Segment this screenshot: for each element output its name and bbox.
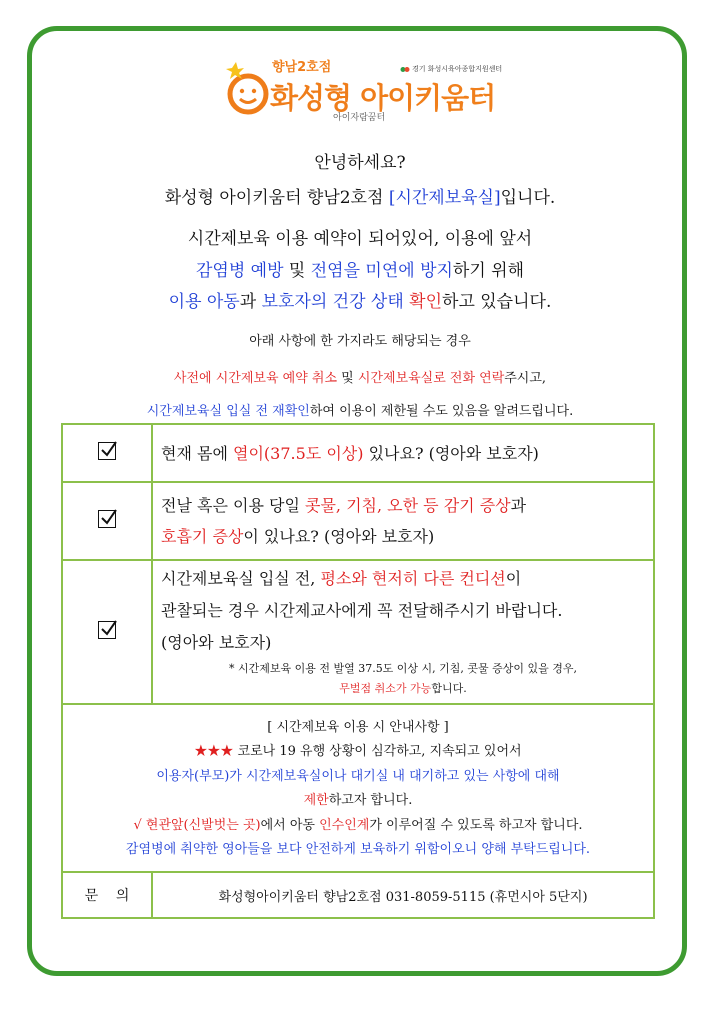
guide-line-3: 제한하고자 합니다. [303,793,413,808]
check-mark-icon: √ [133,817,142,833]
logo-title: 화성형 아이키움터 [270,81,496,115]
checkbox-cell [62,424,152,482]
intro-line-4: 감염병 예방 및 전염을 미연에 방지하기 위해 [195,261,525,281]
checkbox-cell [62,482,152,560]
checklist-row-cold [62,482,654,560]
intro-line-2: 화성형 아이키움터 향남2호점 [시간제보육실]입니다. [164,188,556,208]
checklist-question-fever: 현재 몸에 열이(37.5도 이상) 있나요? (영아와 보호자) [152,424,654,482]
checklist-row-condition [62,560,654,704]
notice-line-3: 시간제보육실 입실 전 재확인하여 이용이 제한될 수도 있음을 알려드립니다. [146,404,574,419]
inquiry-row [62,872,654,918]
org-mark-icon [400,66,410,73]
guide-box [62,704,654,872]
stars-icon: ★★★ [194,744,234,759]
guide-line-5: 감염병에 취약한 영아들을 보다 안전하게 보육하기 위함이오니 양해 부탁드립니다. [125,842,591,857]
guide-row [62,704,654,872]
guide-line-4: √ 현관앞(신발벗는 곳)에서 아동 인수인계가 이루어질 수 있도록 하고자 합니다. [133,817,583,833]
logo-tagline: 아이자람꿈터 [333,113,386,123]
greeting: 안녕하세요? [314,153,406,173]
notice-line-2: 사전에 시간제보육 예약 취소 및 시간제보육실로 전화 연락주시고, [173,371,547,386]
condition-note-2: 무벌점 취소가 가능합니다. [339,682,467,695]
org-logo: 경기 화성시육아종합지원센터 [400,64,502,74]
checklist-question-cold: 전날 혹은 이용 당일 콧물, 기침, 오한 등 감기 증상과 호흡기 증상이 있나요? (영아와 보호자) [152,482,654,560]
inquiry-contact: 화성형아이키움터 향남2호점 031-8059-5115 (휴먼시아 5단지) [152,872,654,918]
intro-line-5: 이용 아동과 보호자의 건강 상태 확인하고 있습니다. [168,292,552,312]
notice-line-1: 아래 사항에 한 가지라도 해당되는 경우 [249,334,471,349]
checkbox-checked-icon[interactable] [98,510,116,528]
checkbox-checked-icon[interactable] [98,442,116,460]
health-checklist-table [61,423,655,919]
checkbox-cell [62,560,152,704]
guide-title: [ 시간제보육 이용 시 안내사항 ] [267,719,449,735]
logo-face-icon [224,60,274,120]
guide-line-2: 이용자(부모)가 시간제보육실이나 대기실 내 대기하고 있는 사항에 대해 [156,768,560,784]
inquiry-label: 문 의 [62,872,152,918]
checklist-question-condition: 시간제보육실 입실 전, 평소와 현저히 다른 컨디션이 관찰되는 경우 시간제교사에게 꼭 전달해주시기 바랍니다. (영아와 보호자) * 시간제보육 이용 전 발열 37.5도 이상 시, 기침, 콧물 증상이 있을 경우, 무벌점 취소가 가능합니다. [152,560,654,704]
intro-line-3: 시간제보육 이용 예약이 되어있어, 이용에 앞서 [187,229,533,249]
checkbox-checked-icon[interactable] [98,621,116,639]
guide-line-1: ★★★ 코로나 19 유행 상황이 심각하고, 지속되고 있어서 [194,744,522,759]
logo-branch: 향남2호점 [272,60,332,75]
condition-note-1: * 시간제보육 이용 전 발열 37.5도 이상 시, 기침, 콧물 증상이 있을 경우, [228,662,578,675]
checklist-row-fever [62,424,654,482]
